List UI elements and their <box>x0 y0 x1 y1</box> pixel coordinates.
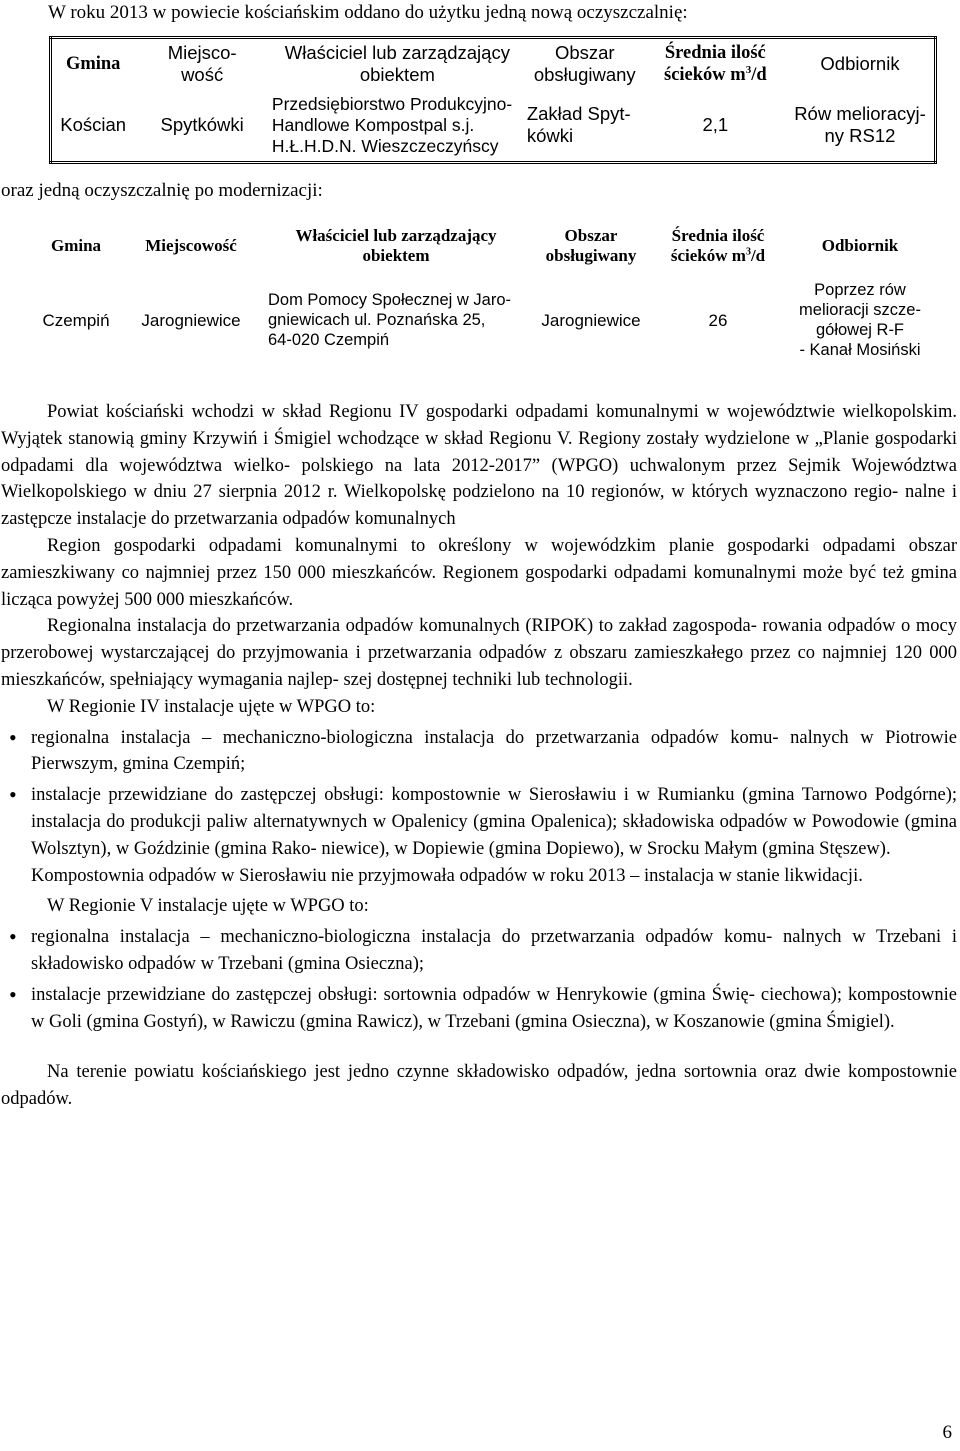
mid-text: oraz jedną oczyszczalnię po modernizacji: <box>1 180 323 201</box>
table-header-row <box>36 220 940 272</box>
region5-heading: W Regionie V instalacje ujęte w WPGO to: <box>47 896 369 917</box>
final-paragraph: Na terenie powiatu kościańskiego jest jedno czynne składowisko odpadów, jedna sortownia oraz dwie kompostownie odpadów. <box>1 1062 957 1110</box>
table-modernized-plant <box>36 220 940 370</box>
list-item: • instalacje przewidziane do zastępczej obsługi: sortownia odpadów w Henrykowie (gmina Świę- ciechowa); kompostownie w Goli (gmina Gostyń), w Rawiczu (gmina Rawicz), w Trzebani (gmina Osieczna), w Koszanowie (gmina Śmigiel). <box>9 981 957 1032</box>
cell-gmina: Kościan <box>60 114 127 136</box>
cell-srednia: 2,1 <box>702 114 729 136</box>
header-miejscowosc: Miejsco- wość <box>167 42 237 86</box>
cell-odbiornik: Rów melioracyj- ny RS12 <box>794 103 926 147</box>
cell-odbiornik: Poprzez rów melioracji szcze- gółowej R-F - Kanał Mosiński <box>799 281 921 359</box>
bullet-icon: • <box>9 924 17 950</box>
header-odbiornik: Odbiornik <box>821 235 899 255</box>
table-row <box>51 90 936 163</box>
cell-wlasciciel: Dom Pomocy Społecznej w Jaro- gniewicach ul. Poznańska 25, 64-020 Czempiń <box>268 291 512 349</box>
cell-obszar: Zakład Spyt- kówki <box>526 103 631 147</box>
cell-wlasciciel: Przedsiębiorstwo Produkcyjno- Handlowe Kompostpal s.j. H.Ł.H.D.N. Wieszczeczyńscy <box>271 93 513 156</box>
list-item: • regionalna instalacja – mechaniczno-biologiczna instalacja do przetwarzania odpadów komu- nalnych w Trzebani i składowisko odpadów w Trzebani (gmina Osieczna); <box>9 924 957 974</box>
region4-heading: W Regionie IV instalacje ujęte w WPGO to: <box>47 696 376 717</box>
paragraph: Powiat kościański wchodzi w skład Regionu IV gospodarki odpadami komunalnymi w województwie wielkopolskim. Wyjątek stanowią gminy Krzywiń i Śmigiel wchodzące w skład Regionu V. Regiony zostały wydzielone w „Planie gospodarki odpadami dla województwa wielko- polskiego na lata 2012-2017” (WPGO) uchwalonym przez Sejmik Województwa Wielkopolskiego w dniu 27 sierpnia 2012 r. Wielkopolskę podzielono na 10 regionów, w których wyznaczono regio- nalne i zastępcze instalacje do przetwarzania odpadów komunalnych <box>1 402 958 530</box>
bullet-icon: • <box>9 782 17 808</box>
header-miejscowosc: Miejscowość <box>145 235 237 255</box>
bullet-icon: • <box>9 981 17 1007</box>
header-gmina: Gmina <box>65 54 121 75</box>
header-odbiornik: Odbiornik <box>820 53 900 75</box>
body-text <box>1 399 957 1113</box>
bullet-icon: • <box>9 724 17 750</box>
header-obszar: Obszar obsługiwany <box>533 42 636 86</box>
table-header-row <box>51 38 936 90</box>
list-item: • regionalna instalacja – mechaniczno-biologiczna instalacja do przetwarzania odpadów komu- nalnych w Piotrowie Pierwszym, gmina Czempiń; <box>9 724 958 775</box>
header-gmina: Gmina <box>50 235 102 255</box>
header-wlasciciel: Właściciel lub zarządzający obiektem <box>284 42 510 86</box>
header-srednia: Średnia ilość ścieków $m^3/d$ <box>670 225 766 265</box>
header-wlasciciel: Właściciel lub zarządzający obiektem <box>295 225 497 265</box>
list-item: • instalacje przewidziane do zastępczej obsługi: kompostownie w Sierosławiu i w Rumianku (gmina Tarnowo Podgórne); instalacja do produkcji paliw alternatywnych w Opalenicy (gmina Opalenica); składowiska odpadów w Powodowie (gmina Wolsztyn), w Goździnie (gmina Rako- niewice), w Dopiewie (gmina Dopiewo), w Srocku Małym (gmina Stęszew). <box>9 782 958 859</box>
header-obszar: Obszar obsługiwany <box>545 225 637 265</box>
intro-text: W roku 2013 w powiecie kościańskim oddano do użytku jedną nową oczyszczalnię: <box>48 2 688 23</box>
cell-srednia: 26 <box>708 310 728 330</box>
header-srednia: Średnia ilość ścieków $m^3/d$ <box>664 42 767 86</box>
cell-miejscowosc: Jarogniewice <box>141 310 241 330</box>
cell-gmina: Czempiń <box>42 310 110 330</box>
paragraph: Region gospodarki odpadami komunalnymi to określony w wojewódzkim planie gospodarki odpadami obszar zamieszkiwany co najmniej przez 150 000 mieszkańców. Regionem gospodarki odpadami komunalnymi może być też gmina licząca powyżej 500 000 mieszkańców. <box>1 535 958 610</box>
table-row <box>36 272 940 370</box>
table-new-plant <box>49 36 937 164</box>
region4-note: Kompostownia odpadów w Sierosławiu nie przyjmowała odpadów w roku 2013 – instalacja w stanie likwidacji. <box>31 865 863 886</box>
page-number: 6 <box>942 1422 952 1443</box>
cell-miejscowosc: Spytkówki <box>160 114 244 136</box>
cell-obszar: Jarogniewice <box>541 310 641 330</box>
paragraph: Regionalna instalacja do przetwarzania odpadów komunalnych (RIPOK) to zakład zagospoda- rowania odpadów o mocy przerobowej wystarczającej do przyjmowania i przetwarzania odpadów z obszaru zamieszkałego przez co najmniej 120 000 mieszkańców, spełniający wymagania najlep- szej dostępnej techniki lub technologii. <box>1 616 957 690</box>
